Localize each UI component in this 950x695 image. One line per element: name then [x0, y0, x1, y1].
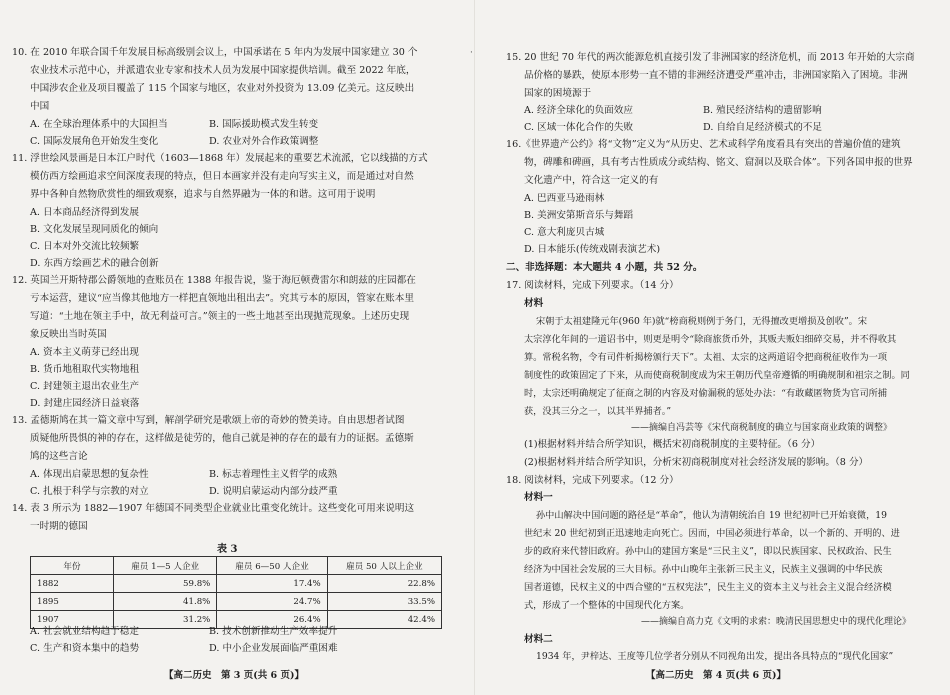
q17-requirement-1: (1)根据材料并结合所学知识，概括宋初商税制度的主要特征。（6 分）: [524, 439, 821, 450]
table-cell: 1907: [31, 611, 114, 629]
q15-option-b[interactable]: B. 殖民经济结构的遗留影响: [703, 105, 822, 116]
q11-option-d[interactable]: D. 东西方绘画艺术的融合创新: [30, 258, 159, 269]
q17-material-line5: 时，太宗还明确规定了征商之制的内容及对偷漏税的惩处办法：“有敢藏匿物货为官司所捕: [524, 388, 888, 399]
q17-material-line3: 算。常税名物，令有司件析揭榜颁行天下”。太祖、太宗的这两道诏令把商税征收作为一项: [524, 352, 888, 363]
q18-material1-label: 材料一: [524, 492, 553, 503]
table-cell: 22.8%: [327, 575, 441, 593]
q13-option-a[interactable]: A. 体现出启蒙思想的复杂性: [30, 469, 149, 480]
q15-option-a[interactable]: A. 经济全球化的负面效应: [524, 105, 633, 116]
q16-option-d[interactable]: D. 日本能乐(传统戏剧表演艺术): [524, 244, 661, 255]
col-header-large: 雇员 50 人以上企业: [327, 557, 441, 575]
q17-material-line1: 宋朝于太祖建隆元年(960 年)就“榜商税则例于务门，无得擅改更增损及创收”。宋: [536, 316, 868, 327]
q16-option-b[interactable]: B. 美洲安第斯音乐与舞蹈: [524, 210, 634, 221]
q15-option-d[interactable]: D. 自给自足经济模式的不足: [703, 122, 822, 133]
q18-stem: 18. 阅读材料，完成下列要求。（12 分）: [506, 475, 679, 486]
q10-option-d[interactable]: D. 农业对外合作政策调整: [209, 136, 319, 147]
q11-stem-line3: 界中各种自然物欣赏性的细致观察，追求与自然界融为一体的和谐。这可用于说明: [30, 189, 376, 200]
q13-option-c[interactable]: C. 扎根于科学与宗教的对立: [30, 486, 149, 497]
q11-option-c[interactable]: C. 日本对外交流比较频繁: [30, 241, 140, 252]
q11-stem-line1: 11. 浮世绘风景画是日本江户时代（1603—1868 年）发展起来的重要艺术流派，它以线描的方式: [12, 153, 428, 164]
q17-material-label: 材料: [524, 298, 544, 309]
table-cell: 42.4%: [327, 611, 441, 629]
q14-option-d[interactable]: D. 中小企业发展面临严重困难: [209, 643, 338, 654]
q15-stem-line2: 品价格的暴跌，使原本形势一直不错的非洲经济遭受严重冲击，非洲国家陷入了困境。非洲: [524, 70, 908, 81]
table-cell: 41.8%: [114, 593, 217, 611]
table-cell: 1882: [31, 575, 114, 593]
col-header-medium: 雇员 6—50 人企业: [217, 557, 327, 575]
q14-stem-line2: 一时期的德国: [30, 521, 88, 532]
left-page-footer: 【高二历史 第 3 页(共 6 页)】: [164, 670, 304, 681]
table-cell: 59.8%: [114, 575, 217, 593]
q17-stem: 17. 阅读材料，完成下列要求。（14 分）: [506, 280, 679, 291]
q10-stem-line4: 中国: [30, 101, 50, 112]
col-header-year: 年份: [31, 557, 114, 575]
q14-stem-line1: 14. 表 3 所示为 1882—1907 年德国不同类型企业就业比重变化统计。这些变化可用来说明这: [12, 503, 415, 514]
binding-mark: ·: [470, 48, 473, 58]
q10-option-a[interactable]: A. 在全球治理体系中的大国担当: [30, 119, 168, 130]
q17-material-line6: 获，没其三分之一，以其半界捕者。”: [524, 406, 672, 417]
q16-option-c[interactable]: C. 意大利庞贝古城: [524, 227, 605, 238]
table-row: [31, 593, 442, 611]
q17-source: ——摘编自冯芸等《宋代商税制度的确立与国家商业政策的调整》: [631, 423, 893, 433]
q16-stem-line2: 物，碑雕和碑画，具有考古性质成分或结构、铭文、窟洞以及联合体”。下列各国申报的世界: [524, 157, 913, 168]
q17-material-line2: 太宗淳化年间的一道诏书中，则更是明令“除商旅货币外，其贩夫贩妇细碎交易，并不得收其: [524, 334, 897, 345]
q15-stem-line1: 15. 20 世纪 70 年代的两次能源危机直接引发了非洲国家的经济危机，而 2013 年开始的大宗商: [506, 52, 915, 63]
q12-option-d[interactable]: D. 封建庄园经济日益衰落: [30, 398, 140, 409]
q12-option-a[interactable]: A. 资本主义萌芽已经出现: [30, 347, 139, 358]
q16-stem-line3: 文化遗产中，符合这一定义的有: [524, 175, 659, 186]
table-cell: 33.5%: [327, 593, 441, 611]
q18-material1-line2: 世纪末 20 世纪初到正迅速地走向死亡。因而，中国必须进行革命，以一个新的、开明的、进: [524, 528, 900, 539]
table-header-row: [31, 557, 442, 575]
q18-material2-line1: 1934 年，尹梓达、王度等几位学者分别从不同视角出发，提出各具特点的“现代化国家”: [536, 651, 894, 662]
q18-material1-line6: 式，形成了一个整体的中国现代化方案。: [524, 600, 690, 611]
col-header-small: 雇员 1—5 人企业: [114, 557, 217, 575]
q12-stem-line3: 写道：“土地在领主手中，故无利益可言。”领主的一些土地甚至出现抛荒现象。上述历史现: [30, 311, 410, 322]
q12-stem-line4: 象反映出当时英国: [30, 329, 107, 340]
q13-stem-line3: 鸠的这些言论: [30, 451, 88, 462]
q17-material-line4: 制度性的政策固定了下来，从而使商税制度成为宋王朝历代皇帝遵循的明确规制和祖宗之制。同: [524, 370, 910, 381]
q11-stem-line2: 模仿西方绘画追求空间深度表现的特点，但日本画家并没有走向写实主义，而是通过对自然: [30, 171, 414, 182]
table-cell: 31.2%: [114, 611, 217, 629]
q18-material1-line5: 国者道德，民权主义的中西合璧的“五权宪法”，民生主义的资本主义与社会主义混合经济模: [524, 582, 892, 593]
q16-option-a[interactable]: A. 巴西亚马逊雨林: [524, 193, 605, 204]
q15-stem-line3: 国家的困境源于: [524, 88, 592, 99]
table-row: [31, 575, 442, 593]
q12-option-c[interactable]: C. 封建领主退出农业生产: [30, 381, 140, 392]
table-cell: 26.4%: [217, 611, 327, 629]
q10-stem-line1: 10. 在 2010 年联合国千年发展目标高级别会议上，中国承诺在 5 年内为发展中国家建立 30 个: [12, 47, 418, 58]
q18-material1-line1: 孙中山解决中国问题的路径是“革命”，他认为清朝统治自 19 世纪初叶已开始衰微，19: [536, 510, 887, 521]
q11-option-b[interactable]: B. 文化发展呈现同质化的倾向: [30, 224, 159, 235]
section-heading: 二、非选择题：本大题共 4 小题，共 52 分。: [506, 262, 703, 273]
q10-stem-line3: 中国涉农企业及项目覆盖了 115 个国家与地区，农业对外投资为 13.09 亿美元。这反映出: [30, 83, 415, 94]
q13-stem-line2: 质疑他所畏惧的神的存在，这样做是徒劳的，他自己就是神的存在的最有力的证据。孟德斯: [30, 433, 414, 444]
q12-stem-line1: 12. 英国兰开斯特郡公爵领地的查账员在 1388 年报告说，鉴于海厄顿费雷尔和朗兹的庄园都在: [12, 275, 416, 286]
q12-stem-line2: 亏本运营，建议“应当像其他地方一样把直领地出租出去”。究其亏本的原因，管家在账本里: [30, 293, 414, 304]
table-cell: 17.4%: [217, 575, 327, 593]
page-fold: [474, 0, 475, 695]
q14-option-a[interactable]: A. 社会就业结构趋于稳定: [30, 626, 139, 637]
q17-requirement-2: (2)根据材料并结合所学知识，分析宋初商税制度对社会经济发展的影响。（8 分）: [524, 457, 869, 468]
table-cell: 1895: [31, 593, 114, 611]
q14-option-c[interactable]: C. 生产和资本集中的趋势: [30, 643, 140, 654]
q18-source: ——摘编自高力克《文明的求索：晚清民国思想史中的现代化理论》: [641, 617, 912, 627]
q10-option-b[interactable]: B. 国际援助模式发生转变: [209, 119, 319, 130]
q12-option-b[interactable]: B. 货币地租取代实物地租: [30, 364, 140, 375]
q11-option-a[interactable]: A. 日本商品经济得到发展: [30, 207, 139, 218]
q10-option-c[interactable]: C. 国际发展角色开始发生变化: [30, 136, 159, 147]
table-cell: 24.7%: [217, 593, 327, 611]
q13-option-b[interactable]: B. 标志着理性主义哲学的成熟: [209, 469, 338, 480]
q18-material2-label: 材料二: [524, 634, 553, 645]
q18-material1-line4: 经济为中国社会发展的三大目标。孙中山晚年主张新三民主义，民族主义强调的中华民族: [524, 564, 883, 575]
q13-stem-line1: 13. 孟德斯鸠在其一篇文章中写到，解剖学研究是歌颂上帝的奇妙的赞美诗。自由思想者试图: [12, 415, 405, 426]
table-caption: 表 3: [217, 544, 238, 555]
employment-table: [30, 556, 442, 629]
q16-stem-line1: 16.《世界遗产公约》将“文物”定义为“从历史、艺术或科学角度看具有突出的普遍价值的建筑: [506, 139, 901, 150]
q13-option-d[interactable]: D. 说明启蒙运动内部分歧严重: [209, 486, 338, 497]
q15-option-c[interactable]: C. 区域一体化合作的失败: [524, 122, 634, 133]
q14-option-b[interactable]: B. 技术创新推动生产效率提升: [209, 626, 338, 637]
right-page-footer: 【高二历史 第 4 页(共 6 页)】: [646, 670, 786, 681]
q10-stem-line2: 农业技术示范中心，并派遣农业专家和技术人员为发展中国家提供培训。截至 2022 年底，: [30, 65, 416, 76]
q18-material1-line3: 步的政府来代替旧政府。孙中山的建国方案是“三民主义”，即以民族国家、民权政治、民生: [524, 546, 892, 557]
